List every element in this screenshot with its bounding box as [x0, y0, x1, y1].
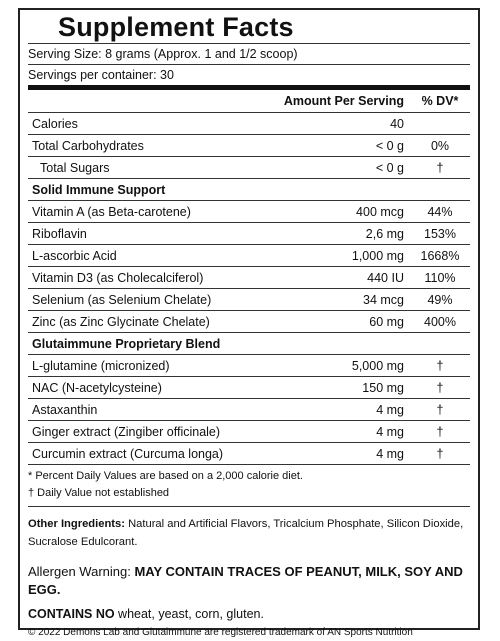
nutrient-dv: 1668%	[420, 248, 460, 263]
nutrient-dv: †	[436, 160, 444, 175]
section-header-immune: Solid Immune Support	[28, 179, 470, 201]
nutrient-amount: 400 mcg	[356, 204, 404, 219]
nutrient-dv: †	[436, 380, 444, 395]
footnote-dagger: † Daily Value not established	[28, 487, 170, 499]
nutrient-dv: 400%	[424, 314, 456, 329]
immune-rows	[28, 201, 470, 333]
nutrient-row	[28, 201, 470, 223]
nutrient-row	[28, 267, 470, 289]
basic-rows	[28, 113, 470, 179]
nutrient-dv: 44%	[427, 204, 453, 219]
dv-header: % DV*	[421, 94, 459, 108]
supplement-facts-panel	[18, 8, 480, 638]
nutrient-dv: 49%	[427, 292, 453, 307]
nutrient-row	[28, 289, 470, 311]
nutrient-dv: †	[436, 424, 444, 439]
amount-header: Amount Per Serving	[283, 94, 404, 108]
nutrient-dv: †	[436, 446, 444, 461]
nutrient-row	[28, 223, 470, 245]
nutrient-row	[28, 311, 470, 333]
nutrient-name: Vitamin A (as Beta-carotene)	[32, 204, 191, 219]
nutrient-row	[28, 377, 470, 399]
nutrient-row	[28, 157, 470, 179]
nutrient-name: L-glutamine (micronized)	[32, 358, 170, 373]
footnote-calorie: * Percent Daily Values are based on a 2,000 calorie diet.	[28, 470, 303, 482]
nutrient-row	[28, 113, 470, 135]
nutrient-amount: < 0 g	[375, 138, 404, 153]
nutrient-amount: 4 mg	[376, 402, 404, 417]
nutrient-name: Riboflavin	[32, 226, 87, 241]
nutrient-name: Selenium (as Selenium Chelate)	[32, 292, 212, 307]
panel-title: Supplement Facts	[58, 12, 294, 42]
nutrient-amount: 60 mg	[369, 314, 404, 329]
nutrient-row	[28, 399, 470, 421]
nutrient-row	[28, 421, 470, 443]
nutrient-amount: < 0 g	[375, 160, 404, 175]
nutrient-dv: 110%	[424, 270, 456, 285]
blend-rows	[28, 355, 470, 465]
nutrient-amount: 34 mcg	[363, 292, 404, 307]
copyright: © 2022 Demons Lab and Glutaimmune are registered trademark of AN Sports Nutrition	[28, 627, 413, 638]
other-ingredients: Other Ingredients: Natural and Artificial Flavors, Tricalcium Phosphate, Silicon Dioxide, Sucralose Edulcorant.	[28, 518, 464, 548]
nutrient-dv: 153%	[424, 226, 456, 241]
contains-no: CONTAINS NO wheat, yeast, corn, gluten.	[28, 607, 264, 621]
nutrient-amount: 4 mg	[376, 446, 404, 461]
nutrient-dv: †	[436, 402, 444, 417]
nutrient-name: Total Sugars	[40, 160, 110, 175]
nutrient-amount: 1,000 mg	[351, 248, 404, 263]
nutrient-name: Astaxanthin	[32, 402, 98, 417]
servings-per-container: Servings per container: 30	[28, 68, 174, 82]
nutrient-amount: 440 IU	[367, 270, 404, 285]
divider	[28, 506, 470, 507]
nutrient-row	[28, 135, 470, 157]
nutrient-amount: 40	[390, 116, 404, 131]
nutrient-row	[28, 443, 470, 465]
nutrient-name: NAC (N-acetylcysteine)	[32, 380, 162, 395]
allergen-warning: Allergen Warning: MAY CONTAIN TRACES OF PEANUT, MILK, SOY AND EGG.	[28, 564, 463, 597]
section-header-blend: Glutaimmune Proprietary Blend	[28, 333, 470, 355]
nutrient-dv: †	[436, 358, 444, 373]
nutrient-amount: 2,6 mg	[365, 226, 404, 241]
nutrient-amount: 150 mg	[362, 380, 404, 395]
nutrient-name: Ginger extract (Zingiber officinale)	[32, 424, 221, 439]
nutrient-name: Vitamin D3 (as Cholecalciferol)	[32, 270, 204, 285]
nutrient-amount: 5,000 mg	[351, 358, 404, 373]
nutrient-amount: 4 mg	[376, 424, 404, 439]
nutrient-name: Calories	[32, 116, 78, 131]
nutrient-name: Curcumin extract (Curcuma longa)	[32, 446, 224, 461]
nutrient-dv: 0%	[430, 138, 450, 153]
serving-size: Serving Size: 8 grams (Approx. 1 and 1/2 scoop)	[28, 47, 298, 61]
nutrient-row	[28, 245, 470, 267]
column-headers	[28, 90, 470, 113]
nutrient-name: Zinc (as Zinc Glycinate Chelate)	[32, 314, 210, 329]
nutrient-name: L-ascorbic Acid	[32, 248, 117, 263]
nutrient-row	[28, 355, 470, 377]
nutrient-name: Total Carbohydrates	[32, 138, 144, 153]
